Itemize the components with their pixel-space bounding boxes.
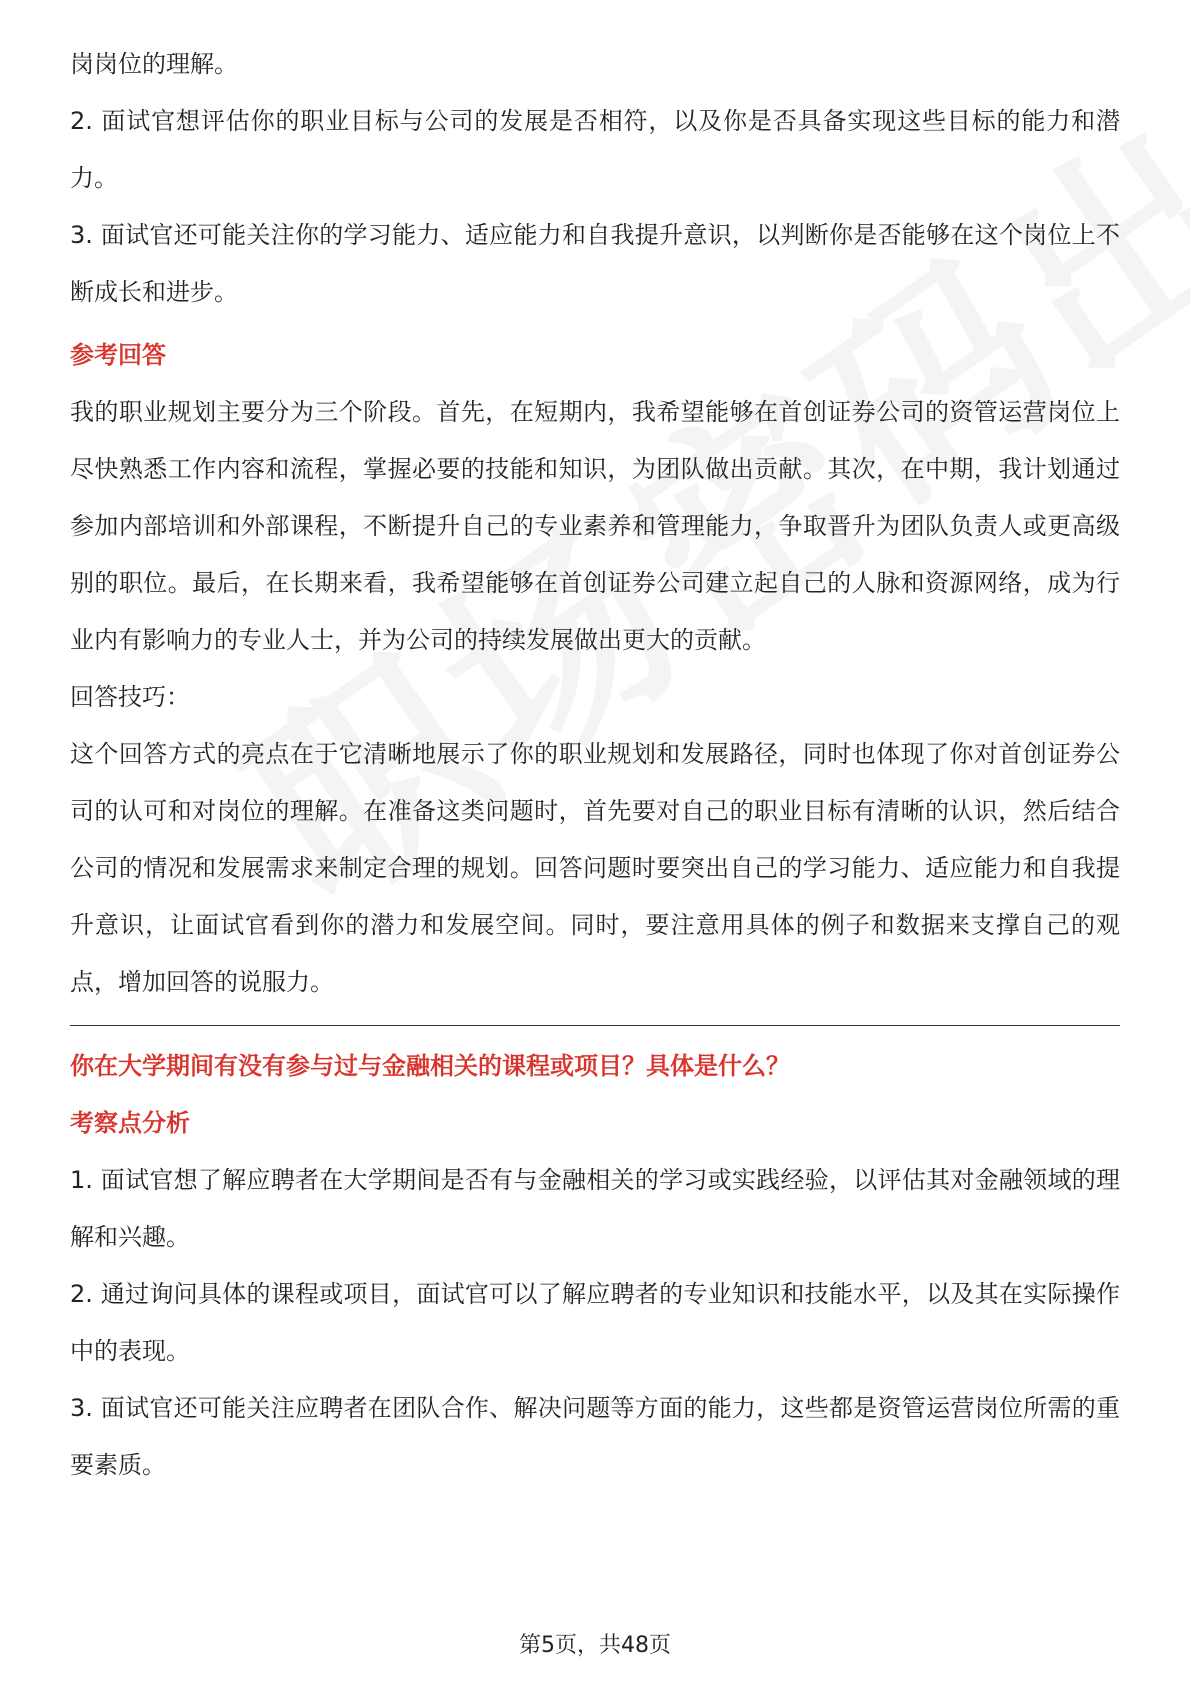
reference-answer-text: 我的职业规划主要分为三个阶段。首先，在短期内，我希望能够在首创证券公司的资管运营岗位上尽快熟悉工作内容和流程，掌握必要的技能和知识，为团队做出贡献。其次，在中期，我计划通过参加内部培训和外部课程，不断提升自己的专业素养和管理能力，争取晋升为团队负责人或更高级别的职位。最后，在长期来看，我希望能够在首创证券公司建立起自己的人脉和资源网络，成为行业内有影响力的专业人士，并为公司的持续发展做出更大的贡献。 <box>70 398 1120 654</box>
analysis-heading: 考察点分析 <box>70 1109 190 1137</box>
document-page <box>70 36 1120 1494</box>
reference-answer-heading: 参考回答 <box>70 341 166 369</box>
analysis-point-2: 2. 通过询问具体的课程或项目，面试官可以了解应聘者的专业知识和技能水平，以及其在实际操作中的表现。 <box>70 1280 1120 1365</box>
analysis-point-3: 3. 面试官还可能关注应聘者在团队合作、解决问题等方面的能力，这些都是资管运营岗位所需的重要素质。 <box>70 1394 1120 1479</box>
tips-text: 这个回答方式的亮点在于它清晰地展示了你的职业规划和发展路径，同时也体现了你对首创证券公司的认可和对岗位的理解。在准备这类问题时，首先要对自己的职业目标有清晰的认识，然后结合公司的情况和发展需求来制定合理的规划。回答问题时要突出自己的学习能力、适应能力和自我提升意识，让面试官看到你的潜力和发展空间。同时，要注意用具体的例子和数据来支撑自己的观点，增加回答的说服力。 <box>70 740 1120 996</box>
question-heading: 你在大学期间有没有参与过与金融相关的课程或项目？具体是什么？ <box>70 1052 790 1080</box>
section-divider <box>70 1025 1120 1026</box>
page-number-footer: 第5页，共48页 <box>519 1633 671 1658</box>
paragraph-continuation: 岗岗位的理解。 <box>70 50 238 78</box>
analysis-point-3: 3. 面试官还可能关注你的学习能力、适应能力和自我提升意识，以判断你是否能够在这个岗位上不断成长和进步。 <box>70 221 1120 306</box>
tips-label: 回答技巧： <box>70 683 190 711</box>
analysis-point-2: 2. 面试官想评估你的职业目标与公司的发展是否相符，以及你是否具备实现这些目标的能力和潜力。 <box>70 107 1120 192</box>
analysis-point-1: 1. 面试官想了解应聘者在大学期间是否有与金融相关的学习或实践经验，以评估其对金融领域的理解和兴趣。 <box>70 1166 1120 1251</box>
